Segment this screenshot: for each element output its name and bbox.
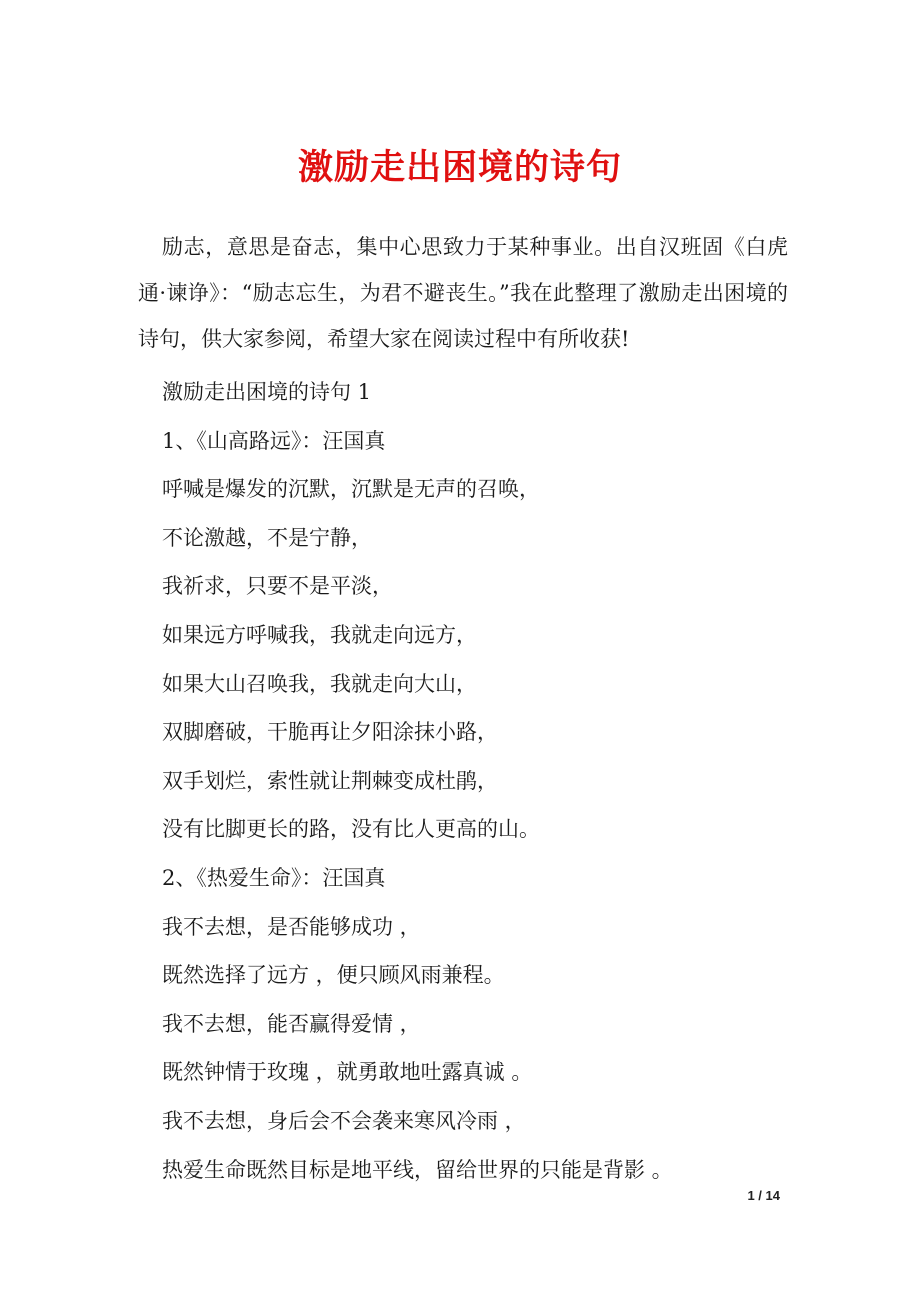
poem-line: 呼喊是爆发的沉默，沉默是无声的召唤， [162, 477, 540, 502]
poem-line: 我不去想，是否能够成功 ， [162, 914, 421, 939]
poem-line: 如果大山召唤我，我就走向大山， [162, 671, 477, 696]
poem-lines [162, 368, 782, 1194]
page-number: 1 / 14 [747, 1188, 780, 1203]
poem-line: 没有比脚更长的路，没有比人更高的山。 [162, 817, 540, 842]
poem-line: 如果远方呼喊我，我就走向远方， [162, 622, 477, 647]
poem-line: 热爱生命既然目标是地平线，留给世界的只能是背影 。 [162, 1157, 673, 1182]
poem-line: 双脚磨破，干脆再让夕阳涂抹小路， [162, 720, 498, 745]
poem-line: 双手划烂，索性就让荆棘变成杜鹃， [162, 768, 498, 793]
poem-title: 1、《山高路远》：汪国真 [162, 428, 386, 453]
poem-line: 既然选择了远方 ，便只顾风雨兼程。 [162, 963, 505, 988]
poem-title: 2、《热爱生命》：汪国真 [162, 865, 386, 890]
poem-line: 不论激越，不是宁静， [162, 525, 372, 550]
poem-line: 既然钟情于玫瑰 ，就勇敢地吐露真诚 。 [162, 1060, 533, 1085]
intro-paragraph: 励志，意思是奋志，集中心思致力于某种事业。出自汉班固《白虎通·谏诤》：“励志忘生，为君不避丧生。”我在此整理了激励走出困境的诗句，供大家参阅，希望大家在阅读过程中有所收获! [138, 235, 788, 351]
poem-line: 我祈求，只要不是平淡， [162, 574, 393, 599]
document-title: 激励走出困境的诗句 [297, 147, 622, 188]
poem-line: 我不去想，身后会不会袭来寒风冷雨 ， [162, 1108, 526, 1133]
section-heading: 激励走出困境的诗句 1 [162, 380, 372, 404]
poem-line: 我不去想，能否赢得爱情 ， [162, 1011, 421, 1036]
